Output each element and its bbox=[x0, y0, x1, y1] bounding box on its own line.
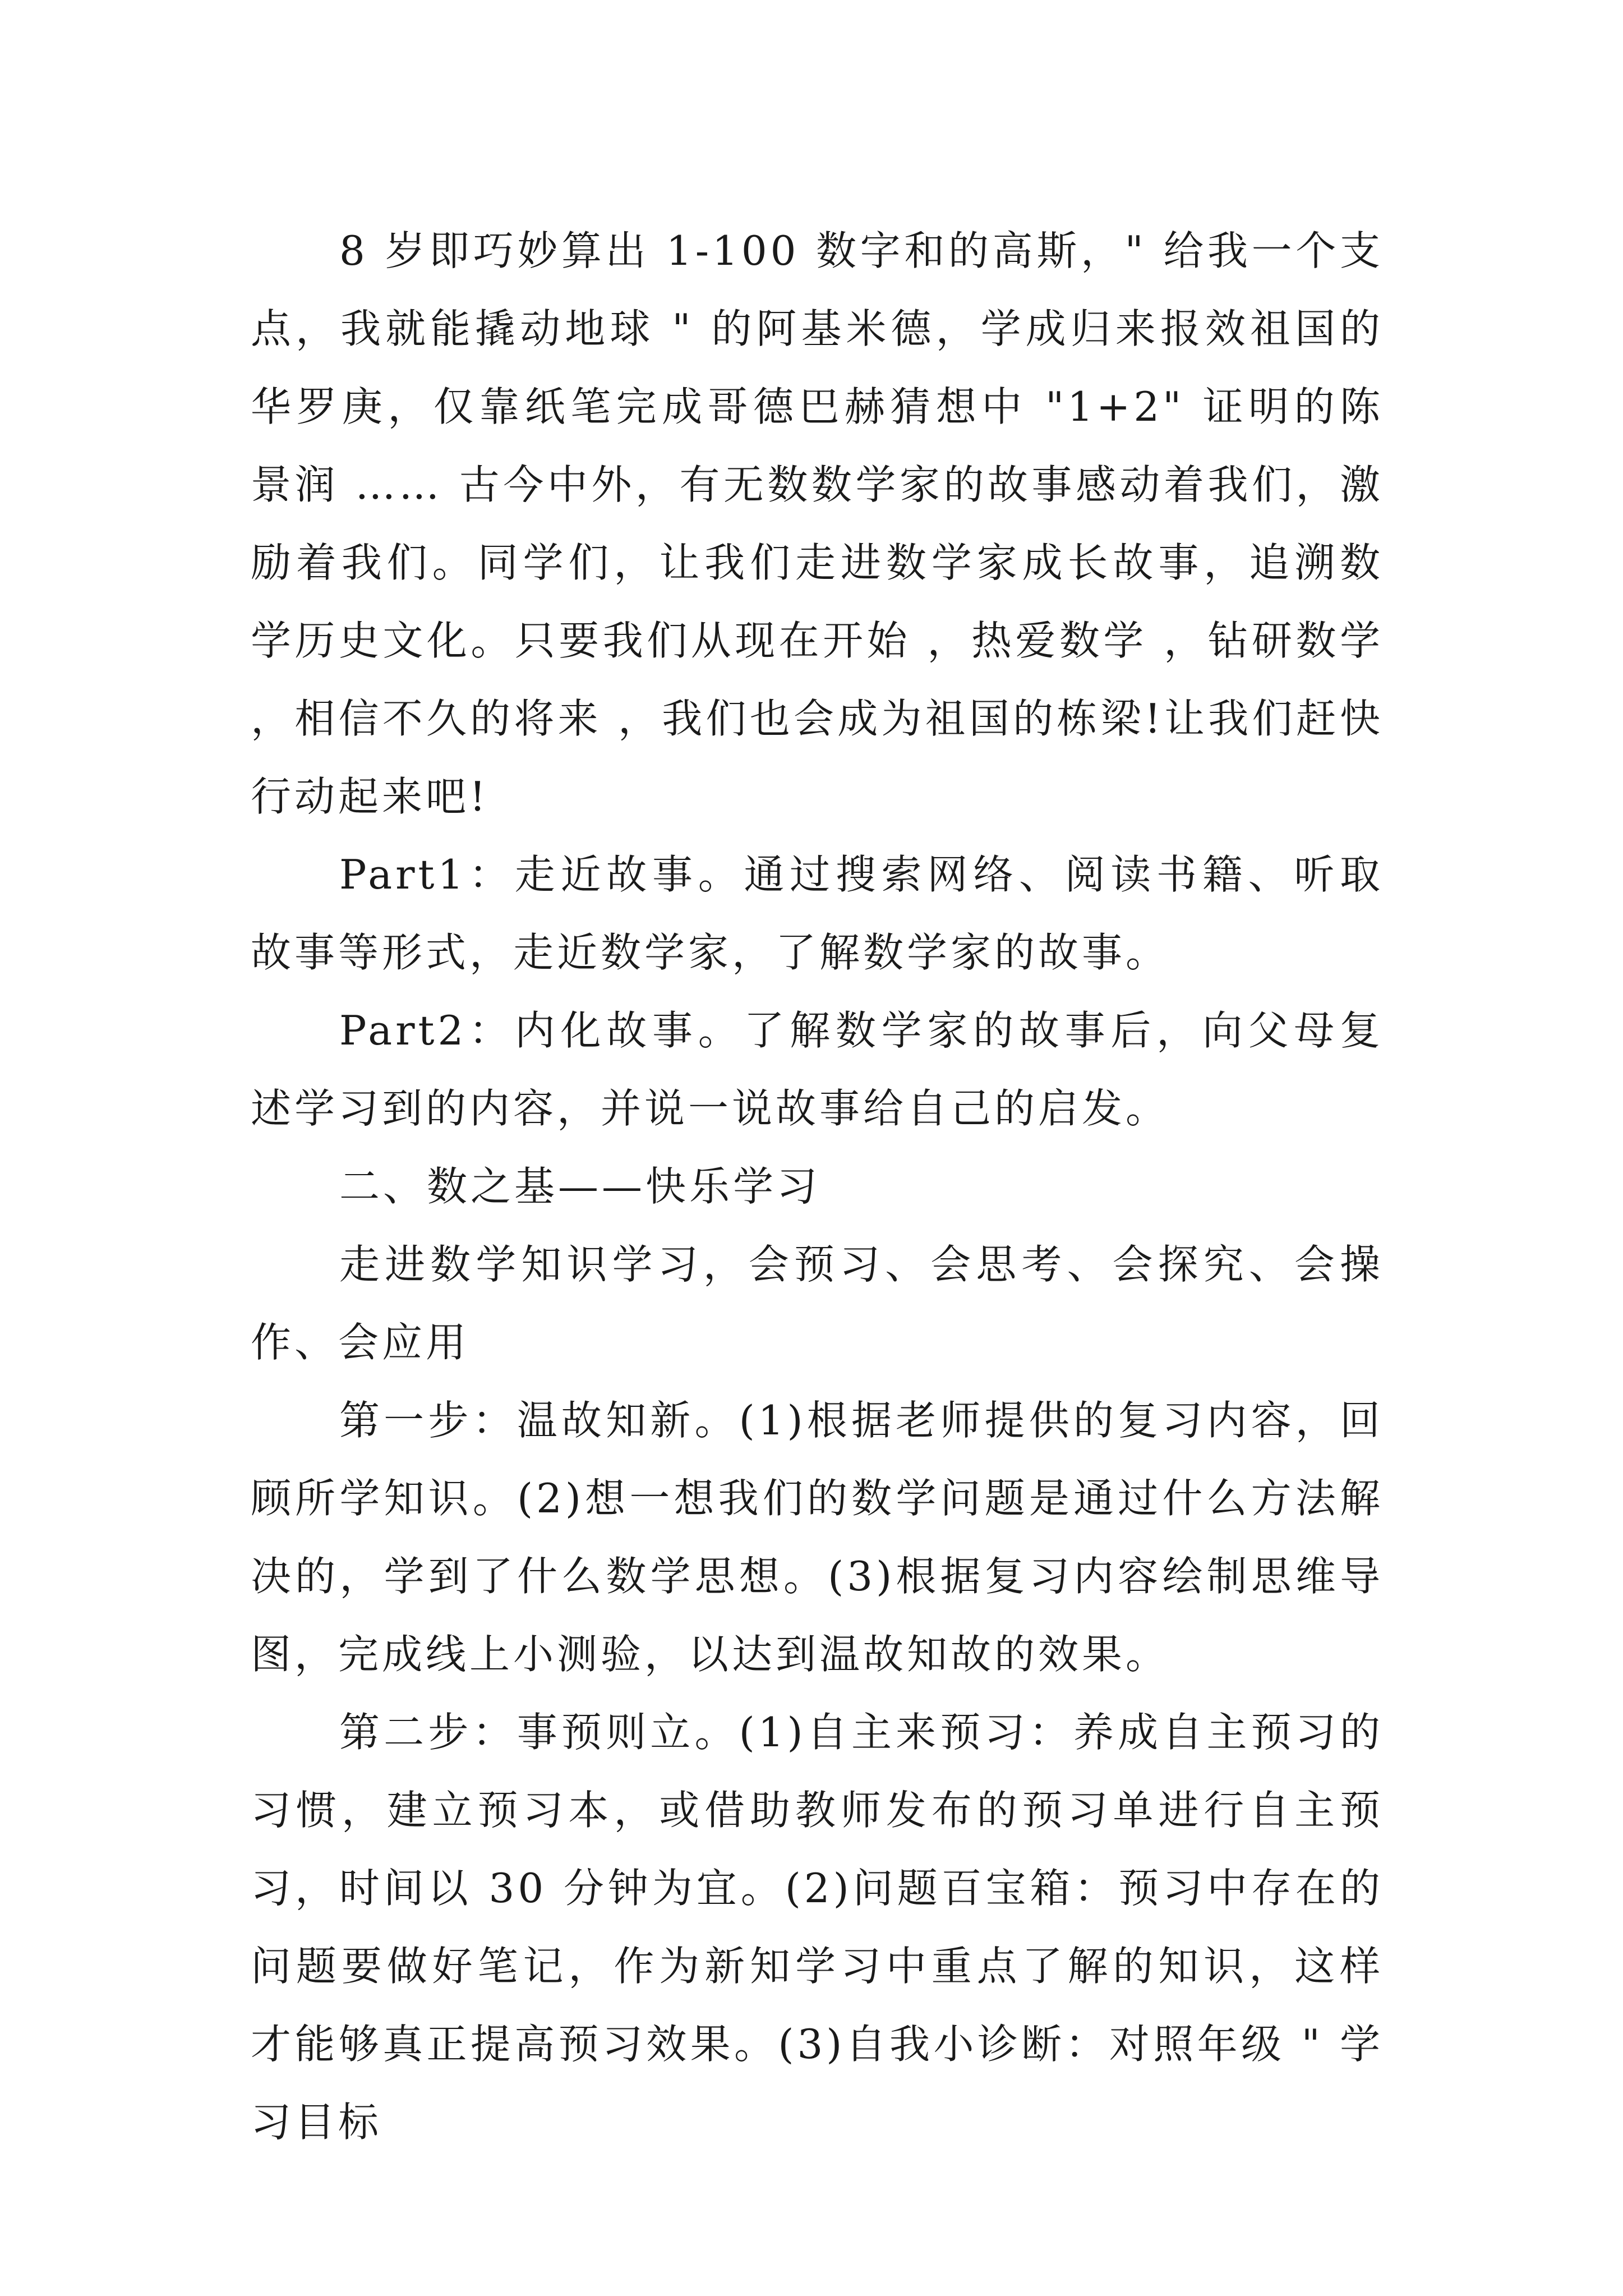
paragraph-mathematicians-intro: 8 岁即巧妙算出 1-100 数字和的高斯，" 给我一个支点，我就能撬动地球 " 的阿基米德，学成归来报效祖国的华罗庚，仅靠纸笔完成哥德巴赫猜想中 "1+2" 证明的陈景润 …… 古今中外，有无数数学家的故事感动着我们，激励着我们。同学们，让我们走进数学家成长故事，追溯数学历史文化。只要我们从现在开始 ，热爱数学 ，钻研数学 ，相信不久的将来 ，我们也会成为祖国的栋梁!让我们赶快行动起来吧! bbox=[251, 227, 1384, 820]
paragraph-step-one: 第一步：温故知新。(1)根据老师提供的复习内容，回顾所学知识。(2)想一想我们的数学问题是通过什么方法解决的，学到了什么数学思想。(3)根据复习内容绘制思维导图，完成线上小测验，以达到温故知故的效果。 bbox=[251, 1397, 1384, 1678]
paragraph-step-two: 第二步：事预则立。(1)自主来预习：养成自主预习的习惯，建立预习本，或借助教师发布的预习单进行自主预习，时间以 30 分钟为宜。(2)问题百宝箱：预习中存在的问题要做好笔记，作为新知学习中重点了解的知识，这样才能够真正提高预习效果。(3)自我小诊断：对照年级 " 学习目标 bbox=[251, 1709, 1384, 2146]
document-body bbox=[251, 212, 1384, 2161]
paragraph-part2: Part2：内化故事。了解数学家的故事后，向父母复述学习到的内容，并说一说故事给自己的启发。 bbox=[251, 1007, 1384, 1132]
section-heading-happy-learning: 二、数之基——快乐学习 bbox=[339, 1163, 821, 1210]
paragraph-learning-overview: 走进数学知识学习，会预习、会思考、会探究、会操作、会应用 bbox=[251, 1241, 1384, 1366]
paragraph-part1: Part1：走近故事。通过搜索网络、阅读书籍、听取故事等形式，走近数学家，了解数学家的故事。 bbox=[251, 851, 1384, 976]
